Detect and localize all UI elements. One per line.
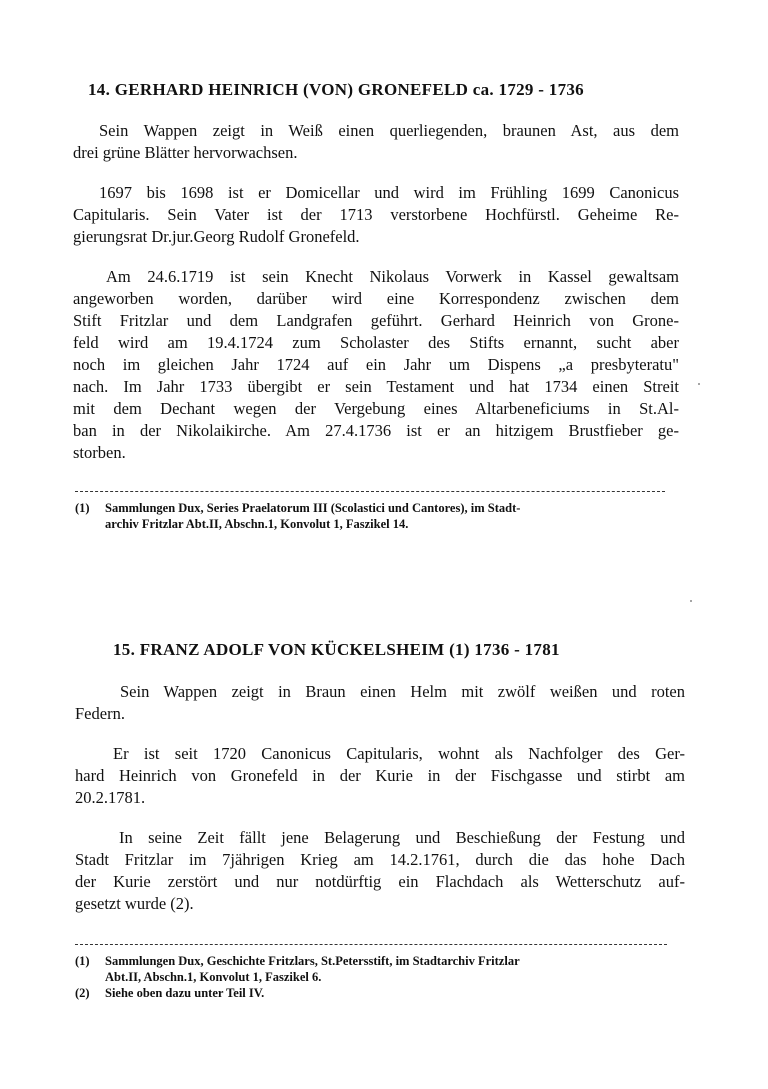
footnote-text: Abt.II, Abschn.1, Konvolut 1, Faszikel 6. — [105, 970, 322, 984]
footnote-text: Sammlungen Dux, Geschichte Fritzlars, St.Petersstift, im Stadtarchiv Fritzlar — [105, 954, 520, 968]
text-line: storben. — [73, 443, 126, 462]
text-line: Sein Wappen zeigt in Weiß einen querliegenden, braunen Ast, aus dem — [99, 121, 679, 140]
text-line: Am 24.6.1719 ist sein Knecht Nikolaus Vorwerk in Kassel gewaltsam — [106, 267, 679, 286]
scan-speck — [698, 383, 700, 385]
footnote-1 — [75, 500, 675, 516]
section-15-paragraph-1 — [75, 681, 685, 725]
text-line: Capitularis. Sein Vater ist der 1713 verstorbene Hochfürstl. Geheime Re- — [73, 205, 679, 224]
text-line: In seine Zeit fällt jene Belagerung und Beschießung der Festung und — [119, 828, 685, 847]
footnote-text: Siehe oben dazu unter Teil IV. — [105, 986, 265, 1000]
section-14-paragraph-3 — [73, 266, 679, 464]
text-line: gesetzt wurde (2). — [75, 894, 194, 913]
section-15-footnotes — [75, 953, 685, 1001]
text-line: 1697 bis 1698 ist er Domicellar und wird im Frühling 1699 Canonicus — [99, 183, 679, 202]
text-line: gierungsrat Dr.jur.Georg Rudolf Gronefeld. — [73, 227, 360, 246]
text-line: angeworben worden, darüber wird eine Korrespondenz zwischen dem — [73, 289, 679, 308]
text-line: ban in der Nikolaikirche. Am 27.4.1736 ist er an hitzigem Brustfieber ge- — [73, 421, 679, 440]
footnote-text: archiv Fritzlar Abt.II, Abschn.1, Konvolut 1, Faszikel 14. — [105, 517, 409, 531]
section-14-paragraph-1 — [73, 120, 679, 164]
text-line: mit dem Dechant wegen der Vergebung eines Altarbeneficiums in St.Al- — [73, 399, 679, 418]
text-line: der Kurie zerstört und nur notdürftig ein Flachdach als Wetterschutz auf- — [75, 872, 685, 891]
section-15-paragraph-2 — [75, 743, 685, 809]
text-line: 20.2.1781. — [75, 788, 146, 807]
section-14-footnotes — [75, 500, 675, 532]
footnote-number: (2) — [75, 986, 90, 1000]
text-line: Er ist seit 1720 Canonicus Capitularis, wohnt als Nachfolger des Ger- — [113, 744, 685, 763]
footnote-text: Sammlungen Dux, Series Praelatorum III (Scolastici und Cantores), im Stadt- — [105, 501, 521, 515]
text-line: feld wird am 19.4.1724 zum Scholaster des Stifts ernannt, sucht aber — [73, 333, 679, 352]
text-line: Stift Fritzlar und dem Landgrafen geführt. Gerhard Heinrich von Grone- — [73, 311, 679, 330]
text-line: Federn. — [75, 704, 125, 723]
footnote-1 — [75, 953, 685, 969]
text-line: hard Heinrich von Gronefeld in der Kurie in der Fischgasse und stirbt am — [75, 766, 685, 785]
footnote-2 — [75, 985, 685, 1001]
scan-speck — [690, 600, 692, 602]
text-line: noch im gleichen Jahr 1724 auf ein Jahr um Dispens „a presbyteratu" — [73, 355, 679, 374]
footnote-number: (1) — [75, 501, 90, 515]
section-14-heading: 14. GERHARD HEINRICH (VON) GRONEFELD ca. 1729 - 1736 — [88, 80, 584, 99]
section-15-heading: 15. FRANZ ADOLF VON KÜCKELSHEIM (1) 1736 - 1781 — [113, 640, 560, 659]
text-line: drei grüne Blätter hervorwachsen. — [73, 143, 298, 162]
section-14-paragraph-2 — [73, 182, 679, 248]
footnote-separator — [75, 491, 665, 492]
footnote-separator — [75, 944, 667, 945]
text-line: Sein Wappen zeigt in Braun einen Helm mit zwölf weißen und roten — [120, 682, 685, 701]
text-line: Stadt Fritzlar im 7jährigen Krieg am 14.2.1761, durch die das hohe Dach — [75, 850, 685, 869]
text-line: nach. Im Jahr 1733 übergibt er sein Testament und hat 1734 einen Streit — [73, 377, 679, 396]
section-15-paragraph-3 — [75, 827, 685, 915]
footnote-number: (1) — [75, 954, 90, 968]
